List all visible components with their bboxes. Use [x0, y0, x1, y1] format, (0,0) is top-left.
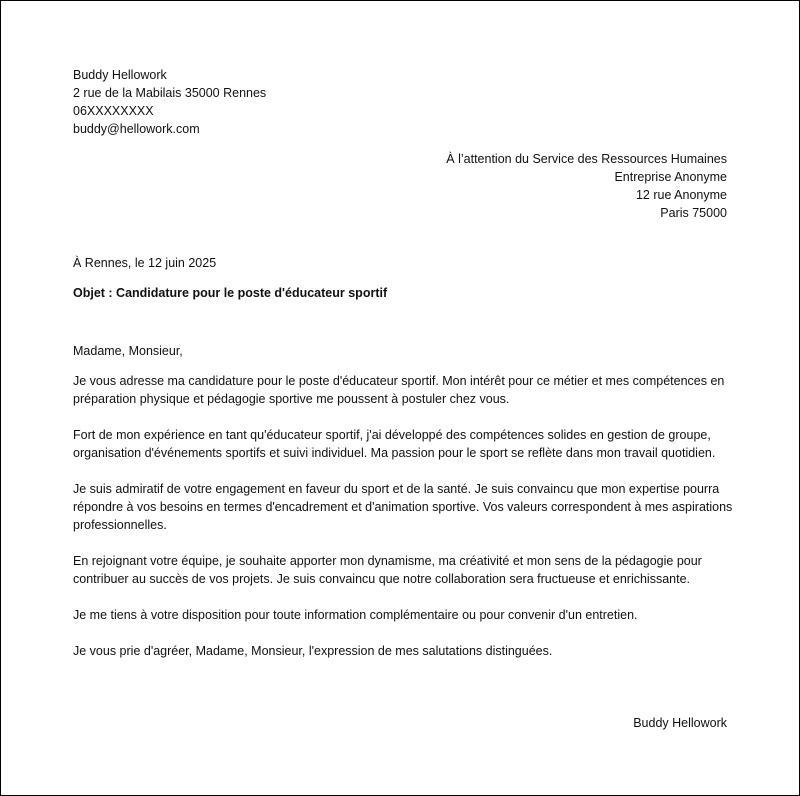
closing-paragraph: Je vous prie d'agréer, Madame, Monsieur, l'expression de mes salutations distinguées.	[73, 644, 553, 658]
body-paragraph: En rejoignant votre équipe, je souhaite apporter mon dynamisme, ma créativité et mon sens de la pédagogie pour contribuer au succès de vos projets. Je suis convaincu que notre collaboration sera fructueuse et enrichissante.	[73, 554, 702, 586]
letter-greeting: Madame, Monsieur,	[73, 344, 183, 358]
recipient-attention: À l’attention du Service des Ressources Humaines	[446, 152, 727, 166]
letter-signature: Buddy Hellowork	[633, 716, 727, 730]
letter-body	[73, 342, 733, 678]
sender-block	[73, 66, 266, 138]
recipient-company: Entreprise Anonyme	[614, 170, 727, 184]
body-paragraph: Je me tiens à votre disposition pour toute information complémentaire ou pour convenir d'un entretien.	[73, 608, 638, 622]
letter-date: À Rennes, le 12 juin 2025	[73, 256, 217, 270]
sender-email: buddy@hellowork.com	[73, 122, 200, 136]
recipient-block	[446, 150, 727, 222]
body-paragraph: Fort de mon expérience en tant qu'éducateur sportif, j'ai développé des compétences solides en gestion de groupe, organisation d'événements sportifs et suivi individuel. Ma passion pour le sport se reflète dans mon travail quotidien.	[73, 428, 716, 460]
body-paragraph: Je vous adresse ma candidature pour le poste d'éducateur sportif. Mon intérêt pour ce métier et mes compétences en préparation physique et pédagogie sportive me poussent à postuler chez vous.	[73, 374, 725, 406]
recipient-street: 12 rue Anonyme	[635, 188, 727, 202]
recipient-city: Paris 75000	[660, 206, 727, 220]
sender-address: 2 rue de la Mabilais 35000 Rennes	[73, 86, 267, 100]
sender-phone: 06XXXXXXXX	[73, 104, 154, 118]
sender-name: Buddy Hellowork	[73, 68, 167, 82]
body-paragraph: Je suis admiratif de votre engagement en faveur du sport et de la santé. Je suis convaincu que mon expertise pourra répondre à vos besoins en termes d'encadrement et d'animation sportive. Vos valeurs correspondent à mes aspirations professionnelles.	[73, 482, 733, 532]
letter-subject: Objet : Candidature pour le poste d'éducateur sportif	[73, 286, 388, 300]
